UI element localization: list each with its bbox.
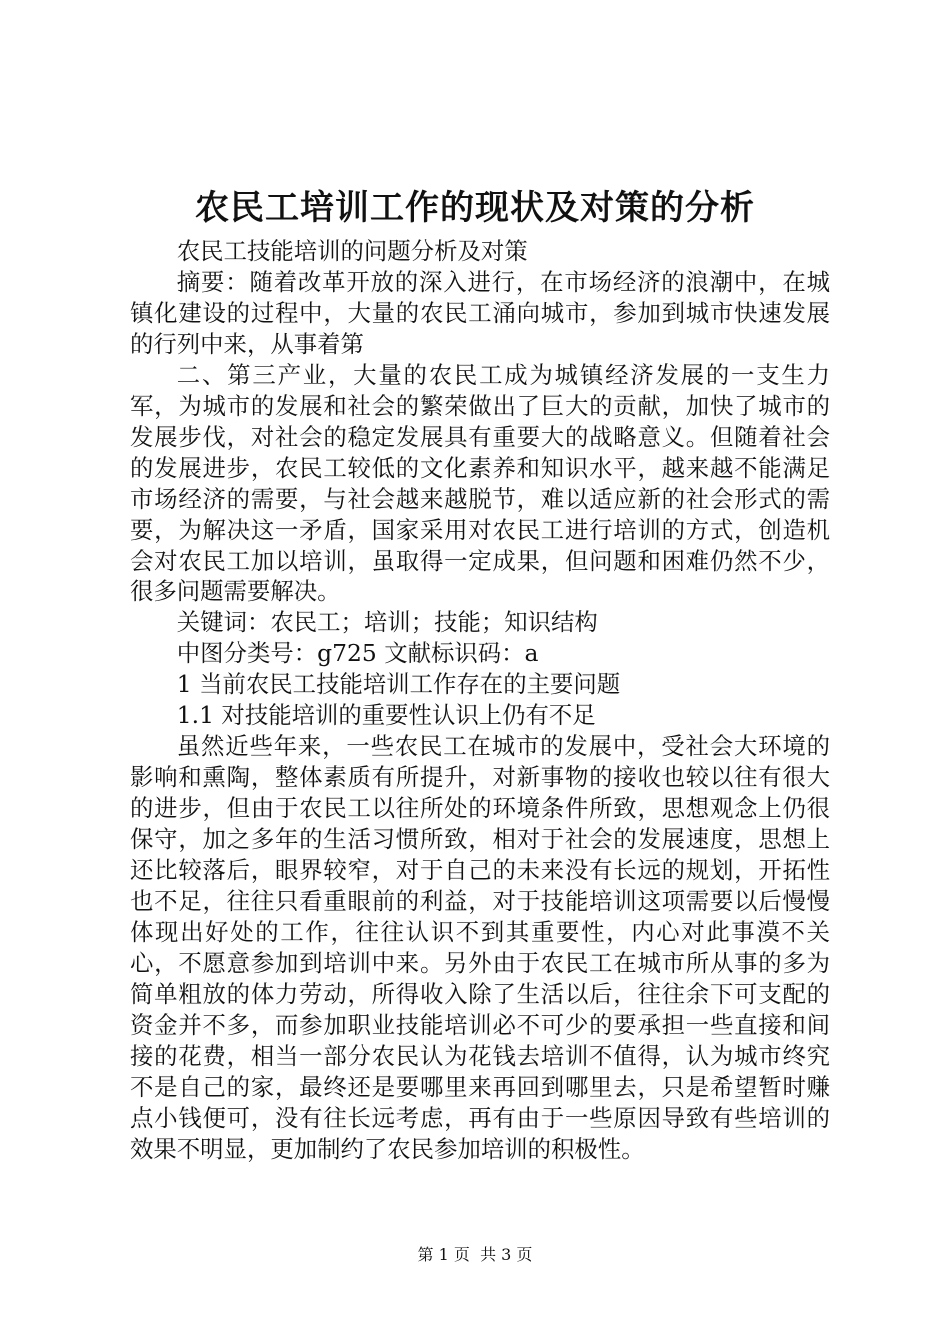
document-title: 农民工培训工作的现状及对策的分析 (195, 188, 755, 228)
abstract-paragraph: 摘要：随着改革开放的深入进行，在市场经济的浪潮中，在城镇化建设的过程中，大量的农民工涌向城市，参加到城市快速发展的行列中来，从事着第 (130, 267, 830, 358)
body-paragraph: 虽然近些年来，一些农民工在城市的发展中，受社会大环境的影响和熏陶，整体素质有所提升，对新事物的接收也较以往有很大的进步，但由于农民工以往所处的环境条件所致，思想观念上仍很保守，加之多年的生活习惯所致，相对于社会的发展速度，思想上还比较落后，眼界较窄，对于自己的未来没有长远的规划，开拓性也不足，往往只看重眼前的利益，对于技能培训这项需要以后慢慢体现出好处的工作，往往认识不到其重要性，内心对此事漠不关心，不愿意参加到培训中来。另外由于农民工在城市所从事的多为简单粗放的体力劳动，所得收入除了生活以后，往往余下可支配的资金并不多，而参加职业技能培训必不可少的要承担一些直接和间接的花费，相当一部分农民认为花钱去培训不值得，认为城市终究不是自己的家，最终还是要哪里来再回到哪里去，只是希望暂时赚点小钱便可，没有往长远考虑，再有由于一些原因导致有些培训的效果不明显，更加制约了农民参加培训的积极性。 (130, 732, 830, 1163)
body-paragraph: 二、第三产业，大量的农民工成为城镇经济发展的一支生力军，为城市的发展和社会的繁荣做出了巨大的贡献，加快了城市的发展步伐，对社会的稳定发展具有重要大的战略意义。但随着社会的发展进步，农民工较低的文化素养和知识水平，越来越不能满足市场经济的需要，与社会越来越脱节，难以适应新的社会形式的需要，为解决这一矛盾，国家采用对农民工进行培训的方式，创造机会对农民工加以培训，虽取得一定成果，但问题和困难仍然不少，很多问题需要解决。 (130, 360, 830, 606)
subtitle-paragraph: 农民工技能培训的问题分析及对策 (176, 237, 528, 265)
keywords-paragraph: 关键词：农民工；培训；技能；知识结构 (176, 608, 598, 637)
page-total: 共 3 页 (480, 1245, 533, 1264)
page-number: 第 1 页 (417, 1245, 470, 1264)
document-body (130, 236, 830, 1165)
section-heading: 1 当前农民工技能培训工作存在的主要问题 (176, 670, 621, 699)
subsection-heading: 1.1 对技能培训的重要性认识上仍有不足 (176, 701, 596, 730)
classification-paragraph: 中图分类号：g725 文献标识码：a (176, 639, 539, 668)
page-footer (0, 1244, 950, 1266)
